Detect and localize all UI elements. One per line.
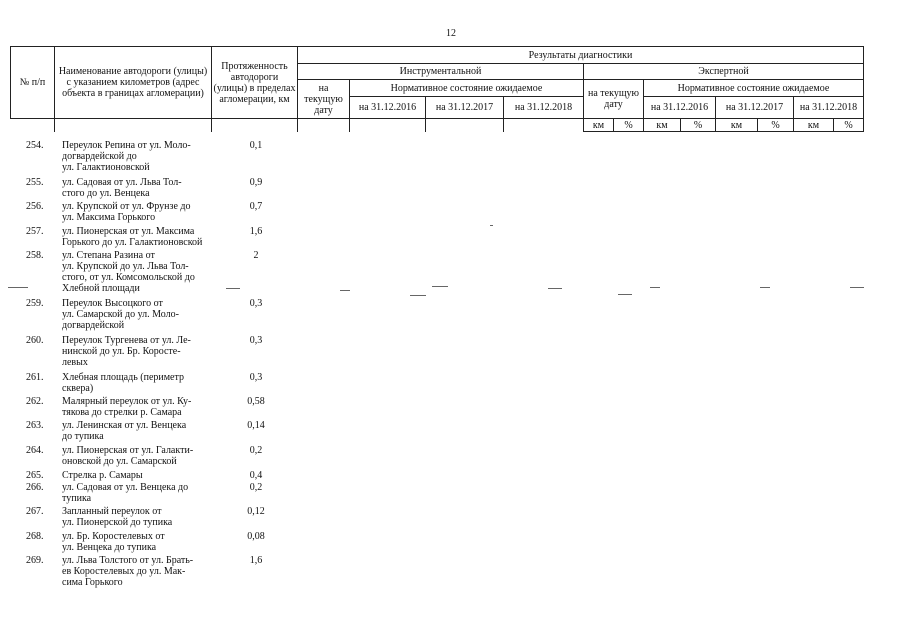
header-date-expert: на 31.12.2018 xyxy=(794,97,864,119)
row-number: 269. xyxy=(26,555,44,566)
unit-cell: км xyxy=(584,119,614,132)
row-name: Переулок Тургенева от ул. Ле- нинской до ул. Бр. Коросте- левых xyxy=(62,335,191,368)
scan-artifact xyxy=(226,288,240,289)
header-length: Протяженность автодороги (улицы) в пределах агломерации, км xyxy=(212,47,298,119)
header-date-expert: на 31.12.2016 xyxy=(644,97,716,119)
row-name: ул. Ленинская от ул. Венцека до тупика xyxy=(62,420,187,442)
header-date-instr: на 31.12.2016 xyxy=(350,97,426,119)
header-date-instr: на 31.12.2018 xyxy=(504,97,584,119)
header-results: Результаты диагностики xyxy=(298,47,864,64)
scan-artifact xyxy=(410,295,426,296)
row-length: 0,2 xyxy=(249,445,263,456)
scan-artifact xyxy=(618,294,632,295)
row-name: Запланный переулок от ул. Пионерской до тупика xyxy=(62,506,173,528)
row-number: 261. xyxy=(26,372,44,383)
row-length: 1,6 xyxy=(249,226,263,237)
unit-cell: % xyxy=(834,119,864,132)
row-name: ул. Пионерская от ул. Максима Горького до ул. Галактионовской xyxy=(62,226,203,248)
row-name: ул. Садовая от ул. Льва Тол- стого до ул. Венцека xyxy=(62,177,182,199)
header-normative-instr: Нормативное состояние ожидаемое xyxy=(350,80,584,97)
row-name: ул. Крупской от ул. Фрунзе до ул. Максима Горького xyxy=(62,201,191,223)
header-normative-expert: Нормативное состояние ожидаемое xyxy=(644,80,864,97)
row-name: ул. Бр. Коростелевых от ул. Венцека до тупика xyxy=(62,531,165,553)
row-length: 0,08 xyxy=(247,531,265,542)
scan-artifact xyxy=(850,287,864,288)
row-name: Стрелка р. Самары xyxy=(62,470,143,481)
scan-artifact xyxy=(760,287,770,288)
page-number: 12 xyxy=(446,28,456,39)
row-name: Переулок Репина от ул. Моло- догвардейской до ул. Галактионовской xyxy=(62,140,191,173)
row-number: 266. xyxy=(26,482,44,493)
row-number: 259. xyxy=(26,298,44,309)
header-num: № п/п xyxy=(11,47,55,119)
row-number: 254. xyxy=(26,140,44,151)
row-length: 1,6 xyxy=(249,555,263,566)
row-name: ул. Садовая от ул. Венцека до тупика xyxy=(62,482,189,504)
row-length: 0,14 xyxy=(247,420,265,431)
row-name: ул. Пионерская от ул. Галакти- оновской до ул. Самарской xyxy=(62,445,194,467)
row-name: Хлебная площадь (периметр сквера) xyxy=(62,372,184,394)
row-length: 0,58 xyxy=(247,396,265,407)
scan-artifact xyxy=(548,288,562,289)
header-date-expert: на 31.12.2017 xyxy=(716,97,794,119)
row-number: 268. xyxy=(26,531,44,542)
row-number: 255. xyxy=(26,177,44,188)
row-length: 0,1 xyxy=(249,140,263,151)
row-number: 258. xyxy=(26,250,44,261)
unit-cell: % xyxy=(681,119,716,132)
unit-cell: км xyxy=(644,119,681,132)
row-number: 263. xyxy=(26,420,44,431)
row-length: 0,9 xyxy=(249,177,263,188)
row-name: ул. Льва Толстого от ул. Брать- ев Коростелевых до ул. Мак- сима Горького xyxy=(62,555,194,588)
header-date-instr: на 31.12.2017 xyxy=(426,97,504,119)
row-number: 260. xyxy=(26,335,44,346)
scan-artifact xyxy=(8,287,28,288)
header-instrumental: Инструментальной xyxy=(298,64,584,80)
row-name: Переулок Высоцкого от ул. Самарской до ул. Моло- догвардейской xyxy=(62,298,179,331)
row-length: 0,7 xyxy=(249,201,263,212)
row-number: 267. xyxy=(26,506,44,517)
row-name: Малярный переулок от ул. Ку- тякова до стрелки р. Самара xyxy=(62,396,192,418)
row-number: 262. xyxy=(26,396,44,407)
row-length: 0,3 xyxy=(249,372,263,383)
row-length: 0,4 xyxy=(249,470,263,481)
unit-cell: % xyxy=(614,119,644,132)
row-number: 265. xyxy=(26,470,44,481)
scan-artifact xyxy=(432,286,448,287)
row-length: 0,2 xyxy=(249,482,263,493)
unit-cell: км xyxy=(794,119,834,132)
row-length: 0,3 xyxy=(249,298,263,309)
row-length: 0,12 xyxy=(247,506,265,517)
row-number: 256. xyxy=(26,201,44,212)
scan-artifact xyxy=(340,290,350,291)
header-current-instr: на текущую дату xyxy=(298,80,350,119)
unit-cell: % xyxy=(758,119,794,132)
row-length: 2 xyxy=(253,250,259,261)
row-name: ул. Степана Разина от ул. Крупской до ул. Льва Тол- стого, от ул. Комсомольской до Хлебной площади xyxy=(62,250,195,294)
header-name: Наименование автодороги (улицы) с указанием километров (адрес объекта в границах агломерации) xyxy=(55,47,212,119)
scan-artifact xyxy=(650,287,660,288)
row-number: 257. xyxy=(26,226,44,237)
row-length: 0,3 xyxy=(249,335,263,346)
header-current-expert: на текущую дату xyxy=(584,80,644,119)
row-number: 264. xyxy=(26,445,44,456)
unit-cell: км xyxy=(716,119,758,132)
table-header xyxy=(10,46,864,132)
header-expert: Экспертной xyxy=(584,64,864,80)
scan-artifact xyxy=(490,225,493,226)
